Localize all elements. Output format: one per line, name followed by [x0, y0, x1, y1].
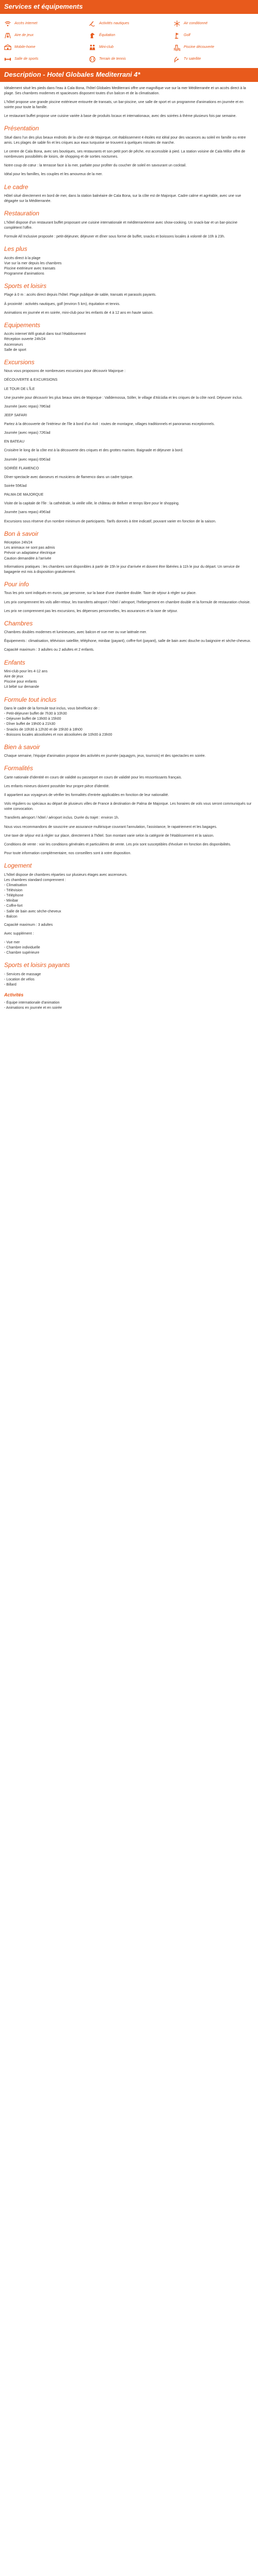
activites-item: - Animations en journée et en soirée [4, 1006, 62, 1010]
formule-item: Dans le cadre de la formule tout inclus, vous bénéficiez de : [4, 706, 100, 710]
jeep-title: JEEP SAFARI [4, 413, 27, 417]
golf-icon [173, 32, 181, 39]
activites-list [4, 1001, 254, 1011]
equipement-item: Réception ouverte 24h/24 [4, 337, 46, 342]
prix-heading: Pour info [4, 580, 29, 588]
description-content [0, 86, 258, 1031]
palma-text: Visite de la capitale de l'île : la cathédrale, la vieille ville, le château de Bellver et temps libre pour le shopping. [4, 502, 180, 506]
enfants-list [4, 669, 254, 690]
presentation-1: Situé dans l'un des plus beaux endroits de la côte est de Majorque, cet établissement 4 étoiles est idéal pour des vacances au soleil en famille ou entre amis. Les plages de sable fin et les criques aux eaux turquoise se trouvent à quelques minutes de marche. [4, 135, 246, 145]
logement-item: - Climatisation [4, 883, 27, 887]
satellite-icon [173, 56, 181, 63]
options-item: - Chambre individuelle [4, 946, 40, 950]
presentation-2: Le centre de Cala Bona, avec ses boutiques, ses restaurants et son petit port de pêche, est accessible à pied. La station voisine de Cala Millor offre de nombreuses possibilités de loisirs, de shopping et de sorties nocturnes. [4, 150, 246, 159]
service-label: Salle de sports [14, 57, 39, 61]
service-item [89, 56, 169, 63]
nuit-title: SOIRÉE FLAMENCO [4, 466, 39, 470]
logement-item: Les chambres standard comprennent : [4, 878, 66, 882]
info-text: Informations pratiques : les chambres sont disponibles à partir de 15h le jour d'arrivée et doivent être libérées à 11h le jour du départ. Un service de bagagerie est mis à disposition gratuitement. [4, 565, 240, 574]
transferts-text: Transferts aéroport / hôtel / aéroport inclus. Durée du trajet : environ 1h. [4, 816, 119, 820]
chambres-heading: Chambres [4, 619, 33, 627]
service-item [4, 44, 85, 51]
intro-2: L'hôtel propose une grande piscine extérieure entourée de transats, un bar-piscine, une salle de sport et un programme d'animations en journée et en soirée pour toute la famille. [4, 100, 244, 110]
conditions-text: Conditions de vente : voir les conditions générales et particulières de vente. Les prix sont susceptibles d'évoluer en fonction des disponibilités. [4, 842, 231, 846]
enfants-item: Mini-club pour les 4-12 ans [4, 670, 48, 673]
excursions-text: Nous vous proposons de nombreuses excursions pour découvrir Majorque : [4, 369, 126, 374]
chambres-2: Équipements : climatisation, télévision satellite, téléphone, minibar (payant), coffre-fort (payant), salle de bain avec douche ou baignoire et sèche-cheveux. [4, 639, 251, 643]
taxe-text: Une taxe de séjour est à régler sur place, directement à l'hôtel. Son montant varie selon la catégorie de l'établissement et la saison. [4, 834, 214, 838]
nuit-price: Soirée 55€/ad [4, 484, 27, 488]
formule-item: - Snacks de 10h30 à 12h30 et de 15h30 à 18h00 [4, 727, 83, 732]
decouverte-heading: DÉCOUVERTE & EXCURSIONS [4, 378, 58, 382]
prix-1: Tous les prix sont indiqués en euros, par personne, sur la base d'une chambre double. Taxe de séjour à régler sur place. [4, 591, 197, 596]
sport-item: - Billard [4, 983, 17, 987]
service-label: Terrain de tennis [99, 57, 126, 61]
sante-item: Réception 24h/24 [4, 541, 33, 545]
service-item [89, 32, 169, 39]
formule-item: - Boissons locales alcoolisées et non alcoolisées de 10h00 à 23h00 [4, 733, 112, 737]
formalites-heading: Formalités [4, 765, 34, 772]
chambres-1: Chambres doubles modernes et lumineuses, avec balcon et vue mer ou vue latérale mer. [4, 631, 147, 635]
equipement-item: Salle de sport [4, 348, 26, 352]
options-item: - Chambre supérieure [4, 951, 40, 955]
mobile-home-icon [4, 44, 11, 51]
intro-3: Le restaurant buffet propose une cuisine variée à base de produits locaux et internationaux, avec des soirées à thème plusieurs fois par semaine. [4, 114, 237, 118]
sports-3: Animations en journée et en soirée, mini-club pour les enfants de 4 à 12 ans en haute saison. [4, 311, 154, 315]
enfants-item: Lit bébé sur demande [4, 685, 39, 689]
sport-item: - Services de massage [4, 972, 41, 976]
sante-item: Les animaux ne sont pas admis [4, 546, 55, 550]
formalites-3: Il appartient aux voyageurs de vérifier les formalités d'entrée applicables en fonction de leur nationalité. [4, 793, 169, 797]
service-item [4, 56, 85, 63]
presentation-3: Notre coup de cœur : la terrasse face à la mer, parfaite pour profiter du coucher de soleil en savourant un cocktail. [4, 164, 187, 168]
cadre-heading: Le cadre [4, 183, 28, 191]
pool-icon [173, 44, 181, 51]
sports-heading: Sports et loisirs [4, 282, 47, 290]
prix-2: Les prix comprennent les vols aller-retour, les transferts aéroport / hôtel / aéroport, l'hébergement en chambre double et la formule de restauration choisie. [4, 600, 251, 604]
restaurant-1: L'hôtel dispose d'un restaurant buffet proposant une cuisine internationale et méditerranéenne avec show-cooking. Un snack-bar et un bar-piscine complètent l'offre. [4, 221, 237, 230]
presentation-4: Idéal pour les familles, les couples et les amoureux de la mer. [4, 173, 103, 177]
chambres-3: Capacité maximum : 3 adultes ou 2 adultes et 2 enfants. [4, 648, 94, 652]
description-banner: Description - Hotel Globales Mediterrani 4* [0, 68, 258, 82]
service-item [89, 20, 169, 27]
sport-item: - Location de vélos [4, 978, 35, 982]
service-item [173, 32, 254, 39]
service-item [173, 56, 254, 63]
tour-price: Journée (avec repas) 78€/ad [4, 404, 51, 409]
logement-item: - Balcon [4, 914, 18, 919]
equipement-item: Ascenseurs [4, 343, 23, 347]
sante-heading: Bon à savoir [4, 530, 39, 537]
avion-text: Vols réguliers ou spéciaux au départ de plusieurs villes de France à destination de Palma de Majorque. Les horaires de vols vous seront communiqués sur votre convocation. [4, 802, 252, 811]
snowflake-icon [173, 20, 181, 27]
equipements-list [4, 332, 254, 353]
service-label: Mini-club [99, 45, 114, 49]
horse-icon [89, 32, 96, 39]
service-label: Accès internet [14, 21, 38, 25]
formule-item: - Déjeuner buffet de 13h00 à 15h00 [4, 717, 61, 721]
options-item: - Vue mer [4, 941, 20, 945]
plus-item: Accès direct à la plage [4, 256, 41, 260]
bateau-text: Croisière le long de la côte est à la découverte des criques et des grottes marines. Baignade et déjeuner à bord. [4, 449, 184, 453]
service-item [4, 20, 85, 27]
logement-item: - Coffre-fort [4, 904, 23, 908]
formalites-1: Carte nationale d'identité en cours de validité ou passeport en cours de validité pour les ressortissants français. [4, 775, 182, 779]
sante-item: Caution demandée à l'arrivée [4, 556, 52, 561]
services-box [4, 18, 254, 63]
equipement-item: Accès internet Wifi gratuit dans tout l'établissement [4, 332, 86, 336]
excursions-note: Excursions sous réserve d'un nombre minimum de participants. Tarifs donnés à titre indicatif, pouvant varier en fonction de la saison. [4, 519, 216, 523]
plus-list [4, 256, 254, 277]
surf-icon [89, 20, 96, 27]
service-label: Air conditionné [184, 21, 208, 25]
logement-list [4, 873, 254, 920]
logement-item: - Salle de bain avec sèche-cheveux [4, 909, 61, 913]
plus-item: Piscine extérieure avec transats [4, 266, 56, 270]
options-heading: Avec supplément : [4, 931, 34, 936]
service-label: Golf [184, 33, 190, 37]
jeep-text: Partez à la découverte de l'intérieur de l'île à bord d'un 4x4 : routes de montagne, villages traditionnels et panoramas exceptionnels. [4, 422, 215, 427]
formule-heading: Formule tout inclus [4, 696, 57, 703]
tour-title: LE TOUR DE L'ÎLE [4, 387, 35, 391]
capacite-text: Capacité maximum : 3 adultes [4, 923, 53, 927]
sports-1: Plage à 0 m : accès direct depuis l'hôtel. Plage publique de sable, transats et parasols payants. [4, 293, 157, 297]
enfants-item: Piscine pour enfants [4, 680, 37, 684]
service-label: Activités nautiques [99, 21, 130, 25]
intro-1: Idéalement situé les pieds dans l'eau à Cala Bona, l'hôtel Globales Mediterrani offre une magnifique vue sur la mer Méditerranée et un accès direct à la plage. Ses chambres modernes et spacieuses disposent toutes d'un balcon et de la climatisation. [4, 86, 246, 95]
logement-item: - Télévision [4, 888, 23, 892]
formule-item: - Dîner buffet de 19h00 à 21h30 [4, 722, 56, 726]
service-item [173, 20, 254, 27]
excursions-heading: Excursions [4, 358, 35, 366]
bien-text: Chaque semaine, l'équipe d'animation propose des activités en journée (aquagym, jeux, tournois) et des spectacles en soirée. [4, 754, 206, 758]
palma-title: PALMA DE MAJORQUE [4, 493, 44, 497]
plus-heading: Les plus [4, 245, 27, 253]
bien-heading: Bien à savoir [4, 743, 40, 751]
services-grid [4, 20, 254, 63]
services-banner: Services et équipements [0, 0, 258, 14]
logement-item: - Téléphone [4, 894, 24, 898]
equipements-heading: Equipements [4, 321, 41, 329]
sante-item: Prévoir un adaptateur électrique [4, 551, 56, 555]
mini-club-icon [89, 44, 96, 51]
playground-icon [4, 32, 11, 39]
jeep-price: Journée (avec repas) 72€/ad [4, 431, 51, 435]
wifi-icon [4, 20, 11, 27]
nuit-text: Dîner-spectacle avec danseurs et musiciens de flamenco dans un cadre typique. [4, 475, 134, 479]
service-label: Mobile-home [14, 45, 36, 49]
service-label: Tv satellite [184, 57, 201, 61]
prix-3: Les prix ne comprennent pas les excursions, les dépenses personnelles, les assurances et la taxe de séjour. [4, 609, 178, 613]
service-item [89, 44, 169, 51]
contact-text: Pour toute information complémentaire, nos conseillers sont à votre disposition. [4, 851, 132, 855]
formalites-2: Les enfants mineurs doivent posséder leur propre pièce d'identité. [4, 784, 110, 788]
options-list [4, 940, 254, 956]
enfants-heading: Enfants [4, 658, 25, 666]
service-label: Aire de jeux [14, 33, 34, 37]
logement-item: L'hôtel dispose de chambres réparties sur plusieurs étages avec ascenseurs. [4, 873, 128, 877]
assurance-text: Nous vous recommandons de souscrire une assurance multirisque couvrant l'annulation, l'assistance, le rapatriement et les bagages. [4, 825, 217, 829]
plus-item: Programme d'animations [4, 272, 44, 276]
sante-list [4, 540, 254, 562]
dumbbell-icon [4, 56, 11, 63]
restaurant-heading: Restauration [4, 210, 40, 217]
sports-2: À proximité : activités nautiques, golf (environ 5 km), équitation et tennis. [4, 302, 120, 306]
sport-list [4, 972, 254, 988]
formule-item: - Petit-déjeuner buffet de 7h30 à 10h30 [4, 712, 67, 716]
activites-item: - Équipe internationale d'animation [4, 1001, 60, 1005]
bateau-title: EN BATEAU [4, 440, 25, 444]
presentation-heading: Présentation [4, 125, 39, 132]
logement-heading: Logement [4, 862, 32, 870]
palma-price: Journée (sans repas) 45€/ad [4, 511, 51, 515]
plus-item: Vue sur la mer depuis les chambres [4, 261, 62, 265]
service-label: Piscine découverte [184, 45, 215, 49]
logement-item: - Minibar [4, 899, 19, 903]
restaurant-2: Formule All Inclusive proposée : petit-déjeuner, déjeuner et dîner sous forme de buffet, snacks et boissons locales à volonté de 10h à 23h. [4, 234, 225, 239]
formule-list [4, 706, 254, 738]
service-item [173, 44, 254, 51]
enfants-item: Aire de jeux [4, 675, 23, 679]
service-item [4, 32, 85, 39]
cadre-text: Hôtel situé directement en bord de mer, dans la station balnéaire de Cala Bona, sur la côte est de Majorque. Cadre calme et agréable, avec une vue dégagée sur la Méditerranée. [4, 194, 241, 204]
activites-heading: Activités [4, 992, 24, 998]
tennis-icon [89, 56, 96, 63]
tour-text: Une journée pour découvrir les plus beaux sites de Majorque : Valldemossa, Sóller, le village d'Alcúdia et les criques de la côte nord. Déjeuner inclus. [4, 396, 243, 400]
sport-heading: Sports et loisirs payants [4, 961, 70, 969]
bateau-price: Journée (avec repas) 65€/ad [4, 457, 51, 462]
service-label: Équitation [99, 33, 116, 37]
